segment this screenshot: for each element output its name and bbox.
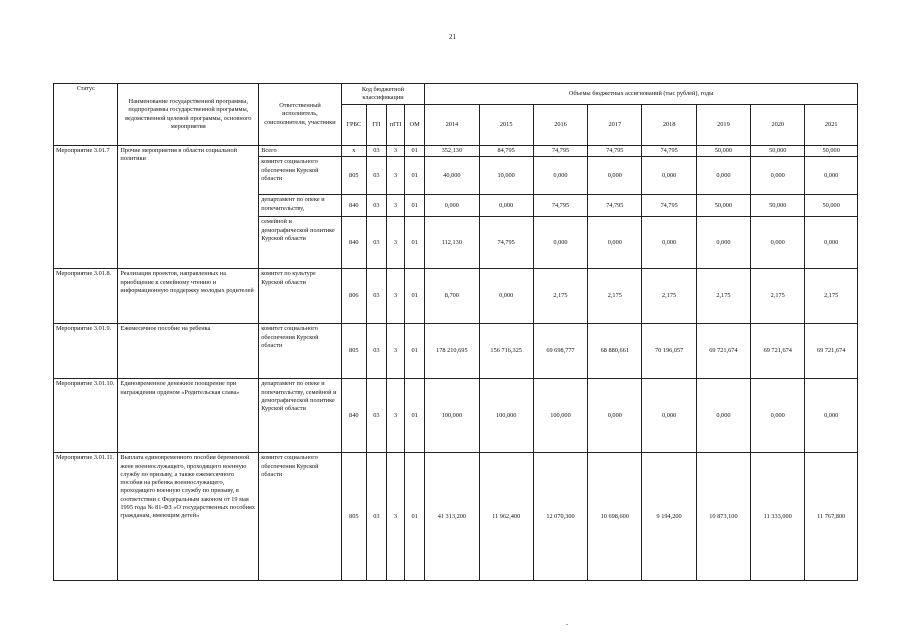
value-cell: 74,795	[533, 146, 587, 157]
value-cell: 74,795	[479, 217, 533, 269]
value-cell: 0,000	[425, 195, 479, 217]
name-cell: Ежемесячное пособие на ребенка	[118, 324, 259, 379]
code-cell: 3	[386, 453, 404, 581]
status-cell: Мероприятие 3.01.8.	[54, 269, 118, 324]
code-cell: 03	[366, 269, 386, 324]
value-cell: 0,000	[533, 217, 587, 269]
value-cell: 69 721,674	[751, 324, 805, 379]
value-cell: 156 716,325	[479, 324, 533, 379]
code-cell: 03	[366, 195, 386, 217]
status-cell: Мероприятие 3.01.9.	[54, 324, 118, 379]
table-row	[54, 379, 858, 453]
code-cell: 01	[405, 379, 425, 453]
code-cell: 01	[405, 146, 425, 157]
code-cell: 01	[405, 269, 425, 324]
code-cell: 01	[405, 324, 425, 379]
code-cell: 03	[366, 217, 386, 269]
value-cell: 0,000	[805, 217, 858, 269]
value-cell: 0,000	[479, 269, 533, 324]
value-cell: 69 721,674	[696, 324, 750, 379]
code-cell: x	[341, 146, 366, 157]
code-cell: 840	[341, 195, 366, 217]
name-cell: Реализация проектов, направленных на приобщение к семейному чтению и информационную поддержку молодых родителей	[118, 269, 259, 324]
value-cell: 50,000	[696, 195, 750, 217]
value-cell: 10 698,600	[588, 453, 642, 581]
header-year: 2017	[588, 105, 642, 146]
value-cell: 40,000	[425, 157, 479, 195]
value-cell: 100,000	[425, 379, 479, 453]
header-year: 2019	[696, 105, 750, 146]
value-cell: 69 698,777	[533, 324, 587, 379]
header-status: Статус	[54, 84, 118, 146]
code-cell: 01	[405, 195, 425, 217]
status-cell: Мероприятие 3.01.10.	[54, 379, 118, 453]
value-cell: 0,000	[696, 379, 750, 453]
value-cell: 84,795	[479, 146, 533, 157]
value-cell: 41 313,200	[425, 453, 479, 581]
value-cell: 0,000	[751, 157, 805, 195]
table-row	[54, 269, 858, 324]
name-cell: Единовременное денежное поощрение при награждении орденом «Родительская слава»	[118, 379, 259, 453]
value-cell: 0,000	[588, 379, 642, 453]
code-cell: 01	[405, 217, 425, 269]
value-cell: 50,000	[696, 146, 750, 157]
value-cell: 74,795	[533, 195, 587, 217]
name-cell: Прочие мероприятия в области социальной политики	[118, 146, 259, 269]
budget-table-container	[53, 83, 858, 581]
code-cell: 3	[386, 195, 404, 217]
value-cell: 0,000	[642, 157, 696, 195]
value-cell: 50,000	[751, 146, 805, 157]
header-name: Наименование государственной программы, подпрограммы государственной программы, ведомственной целевой программы, основного мероприятия	[118, 84, 259, 146]
value-cell: 2,175	[805, 269, 858, 324]
value-cell: 0,000	[642, 217, 696, 269]
header-code: ОМ	[405, 105, 425, 146]
header-code-group: Код бюджетной классификации	[341, 84, 425, 105]
value-cell: 74,795	[642, 195, 696, 217]
value-cell: 178 210,695	[425, 324, 479, 379]
code-cell: 03	[366, 157, 386, 195]
value-cell: 0,000	[751, 379, 805, 453]
header-year: 2015	[479, 105, 533, 146]
value-cell: 0,000	[751, 217, 805, 269]
value-cell: 0,000	[805, 379, 858, 453]
value-cell: 50,000	[805, 195, 858, 217]
responsible-cell: Всего	[259, 146, 341, 157]
page-number: 21	[449, 33, 456, 41]
value-cell: 11 333,000	[751, 453, 805, 581]
value-cell: 0,000	[588, 157, 642, 195]
header-year: 2018	[642, 105, 696, 146]
code-cell: 03	[366, 379, 386, 453]
code-cell: 840	[341, 217, 366, 269]
value-cell: 2,175	[588, 269, 642, 324]
value-cell: 12 070,300	[533, 453, 587, 581]
header-row-1	[54, 84, 858, 105]
value-cell: 69 721,674	[805, 324, 858, 379]
code-cell: 3	[386, 269, 404, 324]
value-cell: 0,000	[696, 157, 750, 195]
header-code: ГРБС	[341, 105, 366, 146]
code-cell: 03	[366, 453, 386, 581]
code-cell: 03	[366, 146, 386, 157]
value-cell: 8,700	[425, 269, 479, 324]
value-cell: 11 767,800	[805, 453, 858, 581]
value-cell: 0,000	[696, 217, 750, 269]
name-cell: Выплата единовременного пособия беременной жене военнослужащего, проходящего военную службу по призыву, а также ежемесячного пособия на ребенка военнослужащего, проходящего военную службу по призыву, в соответствии с Федеральным законом от 19 мая 1995 года № 81-ФЗ «О государственных пособиях гражданам, имеющим детей»	[118, 453, 259, 581]
value-cell: 0,000	[642, 379, 696, 453]
code-cell: 3	[386, 157, 404, 195]
code-cell: 806	[341, 269, 366, 324]
value-cell: 0,000	[805, 157, 858, 195]
responsible-cell: департамент по опеке и попечительству, семейной и демографической политике Курской области	[259, 379, 341, 453]
code-cell: 01	[405, 453, 425, 581]
responsible-cell: комитет по культуре Курской области	[259, 269, 341, 324]
value-cell: 74,795	[588, 195, 642, 217]
table-row	[54, 146, 858, 157]
header-year: 2020	[751, 105, 805, 146]
code-cell: 840	[341, 379, 366, 453]
header-amount-group: Объемы бюджетных ассигнований (тыс рублей), годы	[425, 84, 858, 105]
code-cell: 3	[386, 324, 404, 379]
code-cell: 805	[341, 453, 366, 581]
value-cell: 70 196,057	[642, 324, 696, 379]
status-cell: Мероприятие 3.01.11.	[54, 453, 118, 581]
value-cell: 68 880,661	[588, 324, 642, 379]
value-cell: 11 962,400	[479, 453, 533, 581]
value-cell: 100,000	[533, 379, 587, 453]
responsible-cell: департамент по опеке и попечительству,	[259, 195, 341, 217]
code-cell: 3	[386, 379, 404, 453]
value-cell: 74,795	[588, 146, 642, 157]
value-cell: 50,000	[805, 146, 858, 157]
header-code: пГП	[386, 105, 404, 146]
code-cell: 3	[386, 217, 404, 269]
responsible-cell: комитет социального обеспечения Курской области	[259, 324, 341, 379]
value-cell: 10 873,100	[696, 453, 750, 581]
value-cell: 9 194,200	[642, 453, 696, 581]
value-cell: 10,000	[479, 157, 533, 195]
value-cell: 50,000	[751, 195, 805, 217]
header-year: 2014	[425, 105, 479, 146]
code-cell: 805	[341, 324, 366, 379]
value-cell: 352,130	[425, 146, 479, 157]
value-cell: 2,175	[696, 269, 750, 324]
table-row	[54, 453, 858, 581]
value-cell: 2,175	[642, 269, 696, 324]
value-cell: 2,175	[751, 269, 805, 324]
responsible-cell: семейной и демографической политике Курской области	[259, 217, 341, 269]
code-cell: 3	[386, 146, 404, 157]
table-row	[54, 324, 858, 379]
value-cell: 112,130	[425, 217, 479, 269]
footer-mark: -	[566, 622, 568, 628]
header-responsible: Ответственный исполнитель, соисполнители, участники	[259, 84, 341, 146]
code-cell: 03	[366, 324, 386, 379]
header-year: 2016	[533, 105, 587, 146]
status-cell: Мероприятие 3.01.7	[54, 146, 118, 269]
value-cell: 74,795	[642, 146, 696, 157]
value-cell: 0,000	[479, 195, 533, 217]
responsible-cell: комитет социального обеспечения Курской области	[259, 157, 341, 195]
budget-table	[53, 83, 858, 581]
header-code: ГП	[366, 105, 386, 146]
value-cell: 2,175	[533, 269, 587, 324]
header-year: 2021	[805, 105, 858, 146]
value-cell: 0,000	[533, 157, 587, 195]
code-cell: 805	[341, 157, 366, 195]
code-cell: 01	[405, 157, 425, 195]
value-cell: 0,000	[588, 217, 642, 269]
responsible-cell: комитет социального обеспечения Курской области	[259, 453, 341, 581]
value-cell: 100,000	[479, 379, 533, 453]
